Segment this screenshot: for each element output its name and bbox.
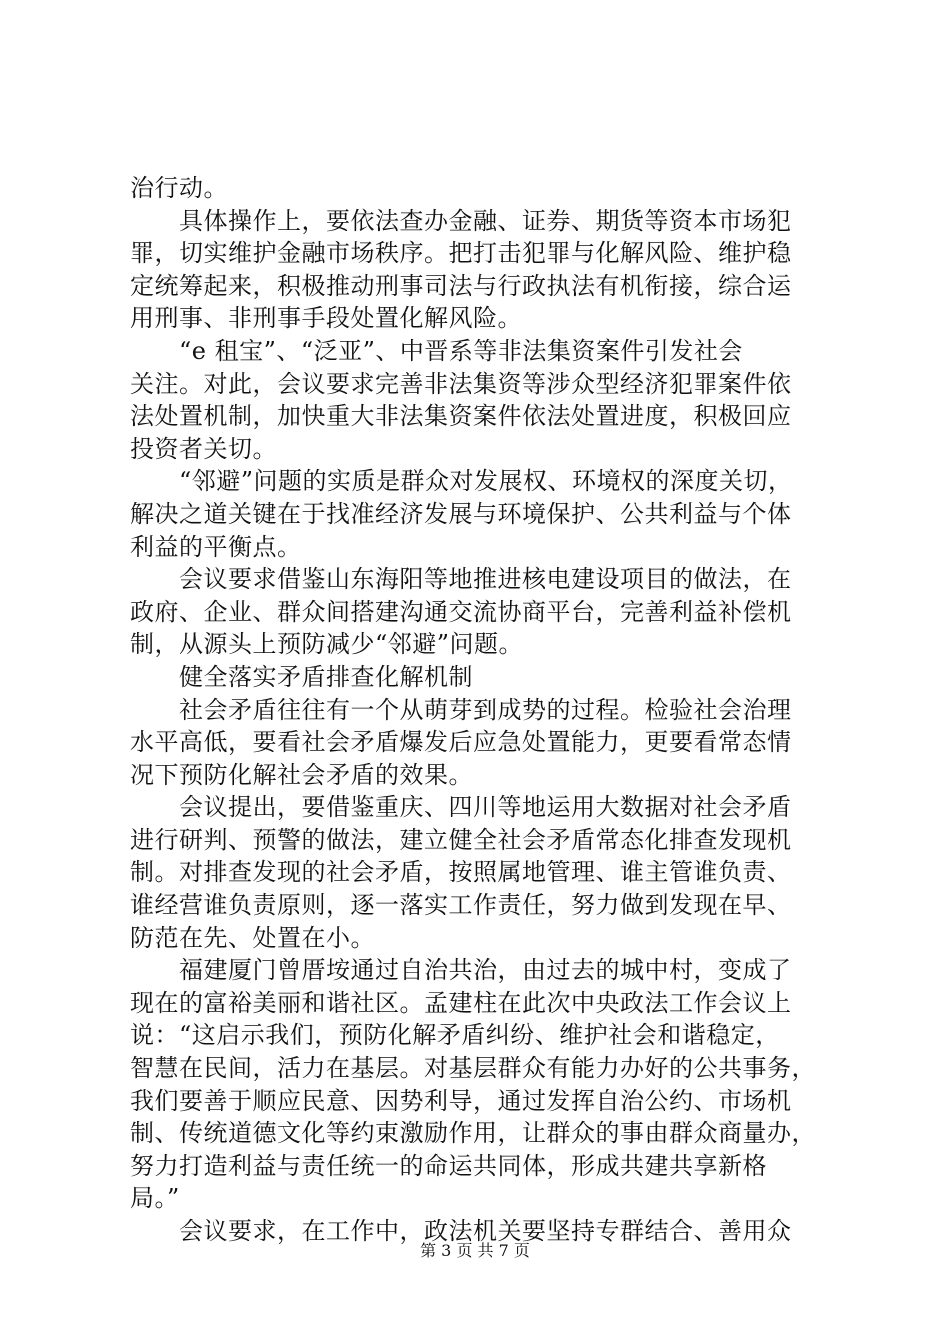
text-line: 解决之道关键在于找准经济发展与环境保护、公共利益与个体 (130, 499, 792, 528)
text-line: 防范在先、处置在小。 (130, 923, 375, 952)
text-line: 局。” (130, 1184, 180, 1213)
text-line: 制。对排查发现的社会矛盾，按照属地管理、谁主管谁负责、 (130, 858, 792, 887)
text-line: 谁经营谁负责原则，逐一落实工作责任，努力做到发现在早、 (130, 891, 792, 920)
text-line: 治行动。 (130, 174, 228, 202)
text-line: 况下预防化解社会矛盾的效果。 (130, 760, 473, 789)
text-line: 进行研判、预警的做法，建立健全社会矛盾常态化排查发现机 (130, 825, 792, 854)
text-line: 制，从源头上预防减少“邻避”问题。 (130, 630, 524, 659)
text-line: 会议要求借鉴山东海阳等地推进核电建设项目的做法，在 (130, 565, 792, 594)
text-line: 会议要求，在工作中，政法机关要坚持专群结合、善用众 (130, 1217, 792, 1245)
text-line: 福建厦门曾厝垵通过自治共治，由过去的城中村，变成了 (130, 956, 792, 985)
text-line: 具体操作上，要依法查办金融、证券、期货等资本市场犯 (130, 206, 792, 235)
text-line: 投资者关切。 (130, 434, 277, 463)
text-line: 水平高低，要看社会矛盾爆发后应急处置能力，更要看常态情 (130, 728, 792, 757)
text-line: 说：“这启示我们，预防化解矛盾纠纷、维护社会和谐稳定， (130, 1021, 780, 1050)
text-line: “e 租宝”、“泛亚”、中晋系等非法集资案件引发社会 (130, 336, 743, 365)
text-line: 制、传统道德文化等约束激励作用，让群众的事由群众商量办， (130, 1119, 816, 1148)
text-line: 健全落实矛盾排查化解机制 (130, 662, 473, 691)
text-line: 用刑事、非刑事手段处置化解风险。 (130, 304, 522, 333)
text-line: 定统筹起来，积极推动刑事司法与行政执法有机衔接，综合运 (130, 271, 792, 300)
text-line: 关注。对此，会议要求完善非法集资等涉众型经济犯罪案件依 (130, 369, 792, 398)
text-line: 努力打造利益与责任统一的命运共同体，形成共建共享新格 (130, 1151, 767, 1180)
text-line: 我们要善于顺应民意、因势利导，通过发挥自治公约、市场机 (130, 1086, 792, 1115)
text-line: 利益的平衡点。 (130, 532, 302, 561)
text-line: 会议提出，要借鉴重庆、四川等地运用大数据对社会矛盾 (130, 793, 792, 822)
page-footer: 第 3 页 共 7 页 (420, 1241, 530, 1260)
text-line: 罪，切实维护金融市场秩序。把打击犯罪与化解风险、维护稳 (130, 239, 792, 268)
body-text (130, 172, 840, 1248)
text-line: “邻避”问题的实质是群众对发展权、环境权的深度关切， (130, 467, 793, 496)
text-line: 智慧在民间，活力在基层。对基层群众有能力办好的公共事务， (130, 1054, 816, 1083)
text-line: 法处置机制，加快重大非法集资案件依法处置进度，积极回应 (130, 402, 792, 431)
text-line: 社会矛盾往往有一个从萌芽到成势的过程。检验社会治理 (130, 695, 792, 724)
text-line: 政府、企业、群众间搭建沟通交流协商平台，完善利益补偿机 (130, 597, 792, 626)
text-line: 现在的富裕美丽和谐社区。孟建柱在此次中央政法工作会议上 (130, 988, 792, 1017)
